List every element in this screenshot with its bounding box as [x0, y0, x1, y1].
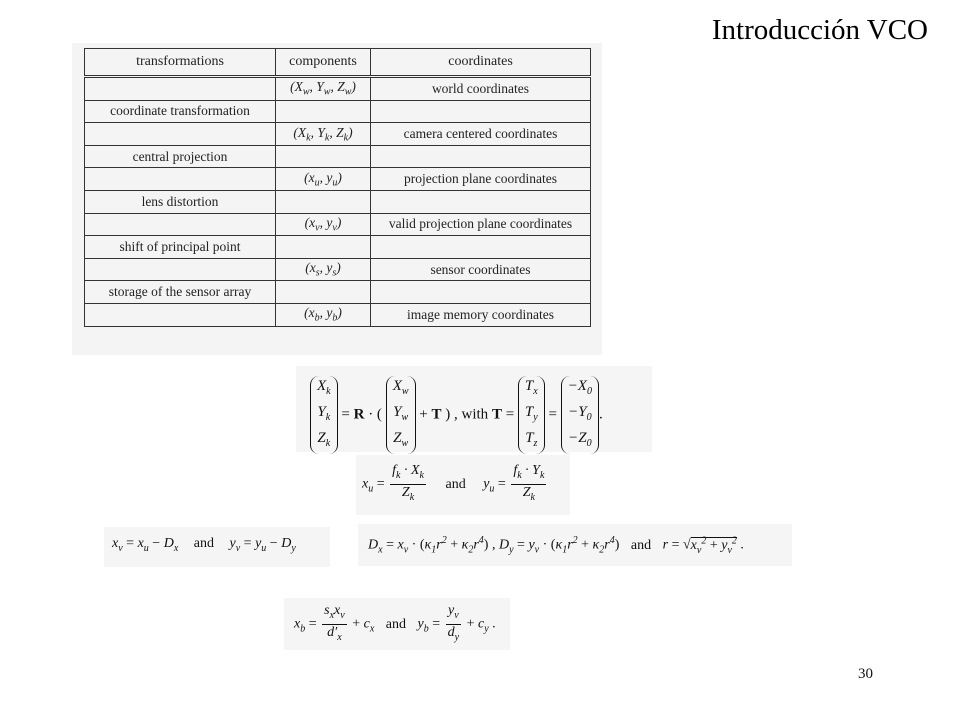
table-row	[85, 303, 591, 326]
coordinate-cell	[371, 145, 591, 168]
coordinate-cell	[371, 281, 591, 304]
transformation-cell: central projection	[85, 145, 276, 168]
coordinate-cell: camera centered coordinates	[371, 123, 591, 146]
table-row	[85, 145, 591, 168]
transformation-cell: storage of the sensor array	[85, 281, 276, 304]
component-cell: ($X_w$, $Y_w$, $Z_w$)	[276, 77, 371, 101]
coordinate-cell: sensor coordinates	[371, 258, 591, 281]
translation-symbol: T	[431, 406, 442, 423]
transformation-cell	[85, 258, 276, 281]
table-row	[85, 258, 591, 281]
table-row	[85, 123, 591, 146]
equation-rigid-transform: $X_k$ $Y_k$ $Z_k$ = R · ( $X_w$ $Y_w$ $Z_w$ + T ) , with T = $T_x$ $T_y$ $T_z$ = $-X_0$ $-Y_0$ $-Z_0$ .	[296, 366, 652, 452]
component-cell	[276, 281, 371, 304]
transformation-cell	[85, 303, 276, 326]
header-coordinates: coordinates	[371, 49, 591, 77]
table-row	[85, 213, 591, 236]
component-cell: ($x_u$, $y_u$)	[276, 168, 371, 191]
component-cell	[276, 145, 371, 168]
transformation-cell: lens distortion	[85, 190, 276, 213]
with-word: with	[461, 406, 489, 423]
coordinate-cell: valid projection plane coordinates	[371, 213, 591, 236]
coordinate-cell	[371, 236, 591, 259]
component-cell	[276, 190, 371, 213]
header-transformations: transformations	[85, 49, 276, 77]
transformation-table	[84, 48, 591, 327]
rotation-symbol: R	[353, 406, 365, 423]
transformation-cell: coordinate transformation	[85, 100, 276, 123]
equation-lens-distortion-shift: $x_v = x_u - D_x$ and $y_v = y_u - D_y$	[104, 527, 330, 567]
table-row	[85, 168, 591, 191]
table-row	[85, 77, 591, 101]
component-cell	[276, 236, 371, 259]
transformation-cell: shift of principal point	[85, 236, 276, 259]
component-cell: ($x_b$, $y_b$)	[276, 303, 371, 326]
and-word-4: and	[385, 616, 406, 632]
table-header-row	[85, 49, 591, 77]
table-row	[85, 281, 591, 304]
equation-central-projection: $x_u$ = $\frac{f_k \cdot X_k}{Z_k}$ and $y_u$ = $\frac{f_k \cdot Y_k}{Z_k}$	[356, 455, 570, 515]
header-components: components	[276, 49, 371, 77]
coordinate-cell: world coordinates	[371, 77, 591, 101]
table-row	[85, 190, 591, 213]
table-body	[85, 77, 591, 327]
coordinate-cell	[371, 190, 591, 213]
component-cell: ($x_s$, $y_s$)	[276, 258, 371, 281]
coordinate-cell	[371, 100, 591, 123]
table-row	[85, 100, 591, 123]
and-word-2: and	[193, 536, 214, 551]
transformation-cell	[85, 168, 276, 191]
slide-title: Introducción VCO	[711, 14, 928, 46]
page-number: 30	[858, 666, 873, 682]
coordinate-cell: image memory coordinates	[371, 303, 591, 326]
equation-memory-coordinates: $x_b$ = $s_xx_v$ $d'_x$ + $c_x$ and $y_b$ = $\frac{y_v}{d_y}$ + $c_y$ .	[284, 598, 510, 650]
and-word-3: and	[630, 537, 652, 553]
transformation-table-panel	[72, 43, 602, 355]
coordinate-cell: projection plane coordinates	[371, 168, 591, 191]
component-cell: ($X_k$, $Y_k$, $Z_k$)	[276, 123, 371, 146]
transformation-cell	[85, 123, 276, 146]
component-cell	[276, 100, 371, 123]
and-word-1: and	[445, 476, 466, 492]
equation-distortion-model: $D_x = x_v \cdot (\kappa_1r^2 + \kappa_2r^4)$ , $D_y = y_v \cdot (\kappa_1r^2 + \kappa_2r^4)$ and $r = √x_v^2 + y_v^2$ .	[358, 524, 792, 566]
table-row	[85, 236, 591, 259]
transformation-cell	[85, 213, 276, 236]
component-cell: ($x_v$, $y_v$)	[276, 213, 371, 236]
transformation-cell	[85, 77, 276, 101]
